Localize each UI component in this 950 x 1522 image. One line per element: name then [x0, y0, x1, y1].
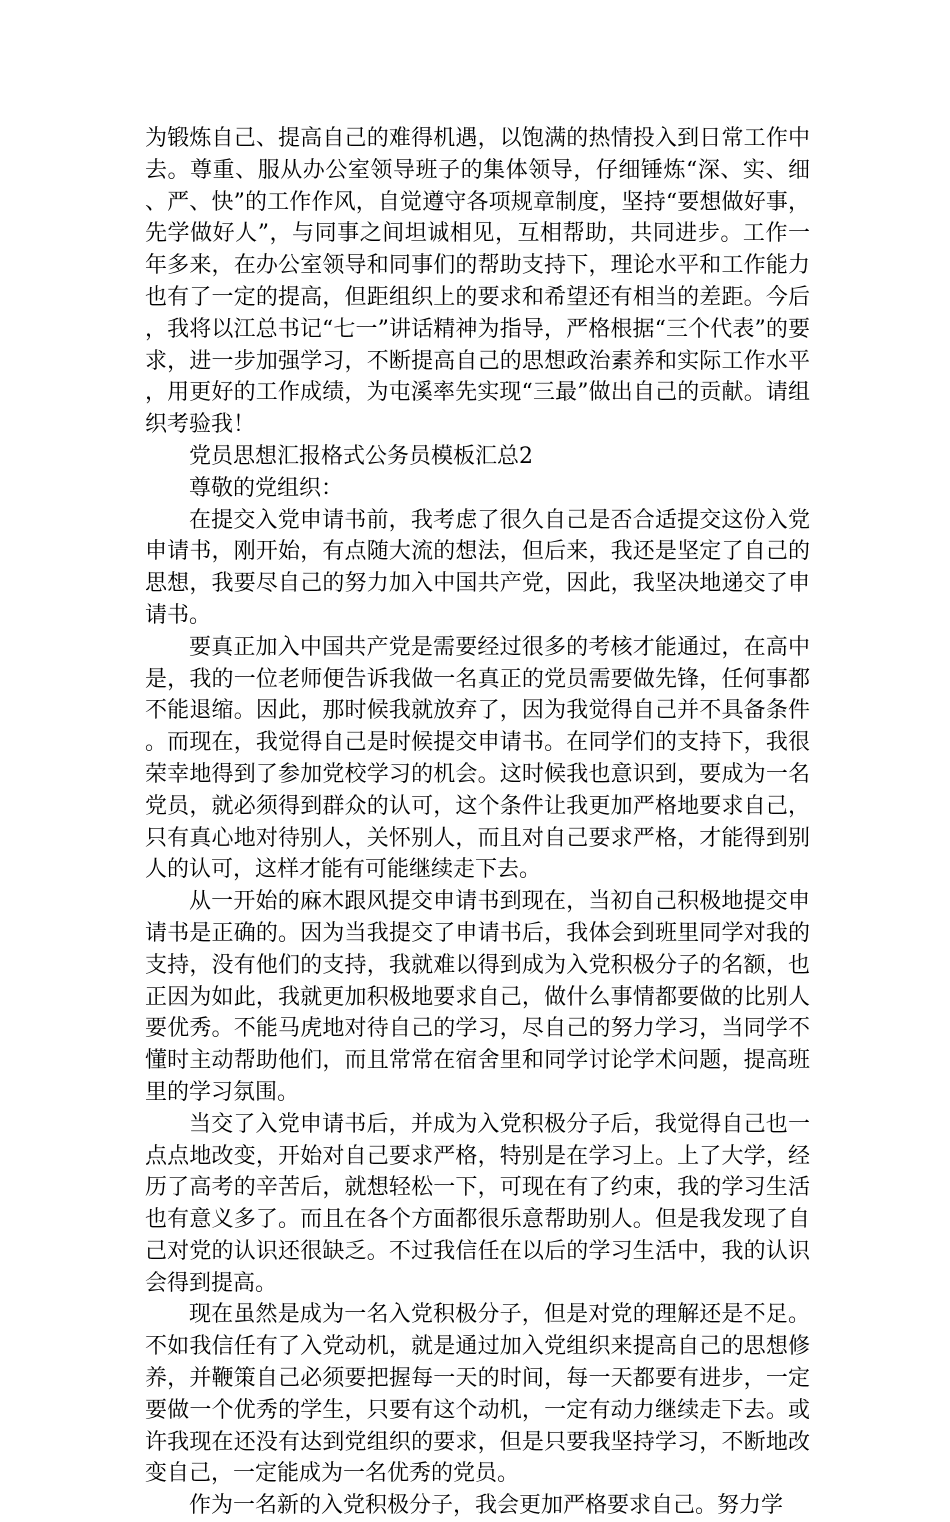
salutation: 尊敬的党组织：: [189, 475, 344, 501]
document-title: 党员思想汇报格式公务员模板汇总2: [189, 443, 533, 469]
paragraph-body-1: 为锻炼自己、提高自己的难得机遇，以饱满的热情投入到日常工作中去。尊重、服从办公室领导班子的集体领导，仔细锤炼“深、实、细、严、快”的工作作风，自觉遵守各项规章制度，坚持“要想做好事，先学做好人”，与同事之间坦诚相见，互相帮助，共同进步。工作一年多来，在办公室领导和同事们的帮助支持下，理论水平和工作能力也有了一定的提高，但距组织上的要求和希望还有相当的差距。今后，我将以江总书记“七一”讲话精神为指导，严格根据“三个代表”的要求，进一步加强学习，不断提高自己的思想政治素养和实际工作水平，用更好的工作成绩，为屯溪率先实现“三最”做出自己的贡献。请组织考验我！: [145, 126, 810, 438]
paragraph-body-3: 要真正加入中国共产党是需要经过很多的考核才能通过，在高中是，我的一位老师便告诉我做一名真正的党员需要做先锋，任何事都不能退缩。因此，那时候我就放弃了，因为我觉得自己并不具备条件。而现在，我觉得自己是时候提交申请书。在同学们的支持下，我很荣幸地得到了参加党校学习的机会。这时候我也意识到，要成为一名党员，就必须得到群众的认可，这个条件让我更加严格地要求自己，只有真心地对待别人，关怀别人，而且对自己要求严格，才能得到别人的认可，这样才能有可能继续走下去。: [145, 634, 810, 883]
document-page: [145, 123, 810, 1522]
paragraph-body-6: 现在虽然是成为一名入党积极分子，但是对党的理解还是不足。不如我信任有了入党动机，就是通过加入党组织来提高自己的思想修养，并鞭策自己必须要把握每一天的时间，每一天都要有进步，一定要做一个优秀的学生，只要有这个动机，一定有动力继续走下去。或许我现在还没有达到党组织的要求，但是只要我坚持学习，不断地改变自己，一定能成为一名优秀的党员。: [145, 1302, 810, 1487]
paragraph-body-2: 在提交入党申请书前，我考虑了很久自己是否合适提交这份入党申请书，刚开始，有点随大流的想法，但后来，我还是坚定了自己的思想，我要尽自己的努力加入中国共产党，因此，我坚决地递交了申请书。: [145, 507, 810, 628]
paragraph-body-5: 当交了入党申请书后，并成为入党积极分子后，我觉得自己也一点点地改变，开始对自己要求严格，特别是在学习上。上了大学，经历了高考的辛苦后，就想轻松一下，可现在有了约束，我的学习生活也有意义多了。而且在各个方面都很乐意帮助别人。但是我发现了自己对党的认识还很缺乏。不过我信任在以后的学习生活中，我的认识会得到提高。: [145, 1111, 810, 1296]
paragraph-body-4: 从一开始的麻木跟风提交申请书到现在，当初自己积极地提交申请书是正确的。因为当我提交了申请书后，我体会到班里同学对我的支持，没有他们的支持，我就难以得到成为入党积极分子的名额，也正因为如此，我就更加积极地要求自己，做什么事情都要做的比别人要优秀。不能马虎地对待自己的学习，尽自己的努力学习，当同学不懂时主动帮助他们，而且常常在宿舍里和同学讨论学术问题，提高班里的学习氛围。: [145, 889, 810, 1105]
paragraph-body-7: 作为一名新的入党积极分子，我会更加严格要求自己。努力学: [189, 1493, 784, 1519]
